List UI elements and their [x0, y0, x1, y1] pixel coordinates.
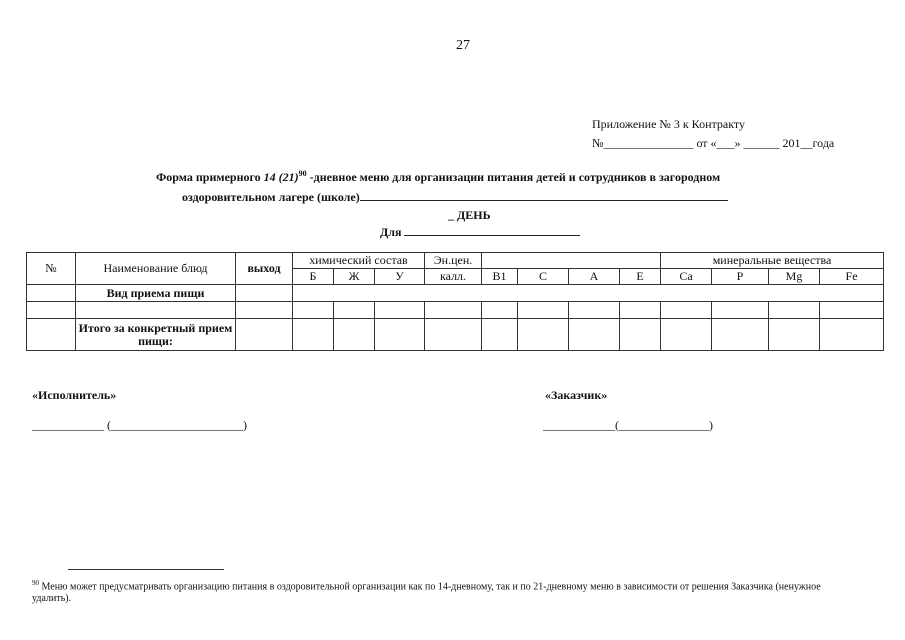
- group-header-energy: Эн.цен.: [425, 253, 482, 269]
- table-cell[interactable]: [236, 302, 293, 319]
- col-header-calories: калл.: [425, 269, 482, 285]
- col-header-calcium: Ca: [661, 269, 712, 285]
- col-header-magnesium: Mg: [769, 269, 820, 285]
- meal-type-label: Вид приема пищи: [76, 285, 236, 302]
- table-cell[interactable]: [712, 302, 769, 319]
- executor-signature-line[interactable]: ____________ (______________________): [32, 418, 247, 432]
- table-cell[interactable]: [76, 302, 236, 319]
- table-cell[interactable]: [293, 319, 334, 351]
- col-header-iron: Fe: [820, 269, 884, 285]
- col-header-yield: выход: [236, 253, 293, 285]
- table-cell[interactable]: [769, 319, 820, 351]
- day-label: _ ДЕНЬ: [448, 208, 491, 222]
- group-header-vitamins: [482, 253, 661, 269]
- table-row: [27, 285, 884, 302]
- col-header-number: №: [27, 253, 76, 285]
- table-cell[interactable]: [27, 285, 76, 302]
- table-cell[interactable]: [375, 319, 425, 351]
- camp-name-blank[interactable]: [360, 188, 728, 201]
- table-cell[interactable]: [482, 302, 518, 319]
- table-cell[interactable]: [334, 319, 375, 351]
- footnote-number: 90: [32, 579, 39, 587]
- footnote-text: Меню может предусматривать организацию питания в оздоровительной организации как по 14-дневному, так и по 21-дневному меню в зависимости от решения Заказчика (ненужное удалить).: [32, 581, 821, 605]
- col-header-vitamin-a: A: [569, 269, 620, 285]
- col-header-fat: Ж: [334, 269, 375, 285]
- table-row: [27, 302, 884, 319]
- table-cell[interactable]: [820, 319, 884, 351]
- form-title-line2: [182, 188, 728, 205]
- table-cell[interactable]: [569, 302, 620, 319]
- table-cell[interactable]: [425, 302, 482, 319]
- footnote-divider: [68, 569, 224, 570]
- title-prefix: Форма примерного: [156, 170, 264, 184]
- table-cell[interactable]: [482, 319, 518, 351]
- table-cell[interactable]: [518, 319, 569, 351]
- form-title: [156, 169, 720, 185]
- table-cell[interactable]: [769, 302, 820, 319]
- annex-reference: Приложение № 3 к Контракту: [592, 117, 745, 131]
- customer-label: «Заказчик»: [545, 388, 608, 402]
- for-label-line: [380, 223, 580, 240]
- table-cell[interactable]: [27, 302, 76, 319]
- table-cell[interactable]: [27, 319, 76, 351]
- group-header-chemical: химический состав: [293, 253, 425, 269]
- customer-signature-line[interactable]: ____________(_______________): [543, 418, 713, 432]
- table-cell[interactable]: [712, 319, 769, 351]
- table-cell[interactable]: [569, 319, 620, 351]
- table-cell[interactable]: [425, 319, 482, 351]
- table-cell[interactable]: [293, 302, 334, 319]
- footnote-marker: 90: [298, 169, 307, 178]
- title-suffix: -дневное меню для организации питания детей и сотрудников в загородном: [306, 170, 721, 184]
- table-cell[interactable]: [375, 302, 425, 319]
- page-number: 27: [456, 38, 470, 53]
- table-cell[interactable]: [820, 302, 884, 319]
- group-header-minerals: минеральные вещества: [661, 253, 884, 269]
- table-cell[interactable]: [236, 285, 293, 302]
- col-header-vitamin-b1: B1: [482, 269, 518, 285]
- col-header-dish-name: Наименование блюд: [76, 253, 236, 285]
- for-label: Для: [380, 225, 402, 239]
- footnote: [32, 577, 862, 605]
- table-cell[interactable]: [334, 302, 375, 319]
- title-line2-text: оздоровительном лагере (школе): [182, 190, 360, 204]
- title-days: 14 (21): [263, 170, 299, 184]
- table-cell[interactable]: [620, 319, 661, 351]
- table-row: [27, 319, 884, 351]
- menu-table: [26, 252, 884, 351]
- col-header-vitamin-e: E: [620, 269, 661, 285]
- col-header-carbs: У: [375, 269, 425, 285]
- col-header-phosphorus: P: [712, 269, 769, 285]
- contract-number-line: №_______________ от «___» ______ 201__года: [592, 136, 835, 150]
- col-header-protein: Б: [293, 269, 334, 285]
- table-cell[interactable]: [293, 285, 884, 302]
- table-cell[interactable]: [661, 302, 712, 319]
- table-cell[interactable]: [620, 302, 661, 319]
- recipient-blank[interactable]: [404, 223, 580, 236]
- executor-label: «Исполнитель»: [32, 388, 117, 402]
- col-header-vitamin-c: C: [518, 269, 569, 285]
- table-cell[interactable]: [236, 319, 293, 351]
- total-row-label: Итого за конкретный прием пищи:: [76, 319, 236, 351]
- table-cell[interactable]: [518, 302, 569, 319]
- table-cell[interactable]: [661, 319, 712, 351]
